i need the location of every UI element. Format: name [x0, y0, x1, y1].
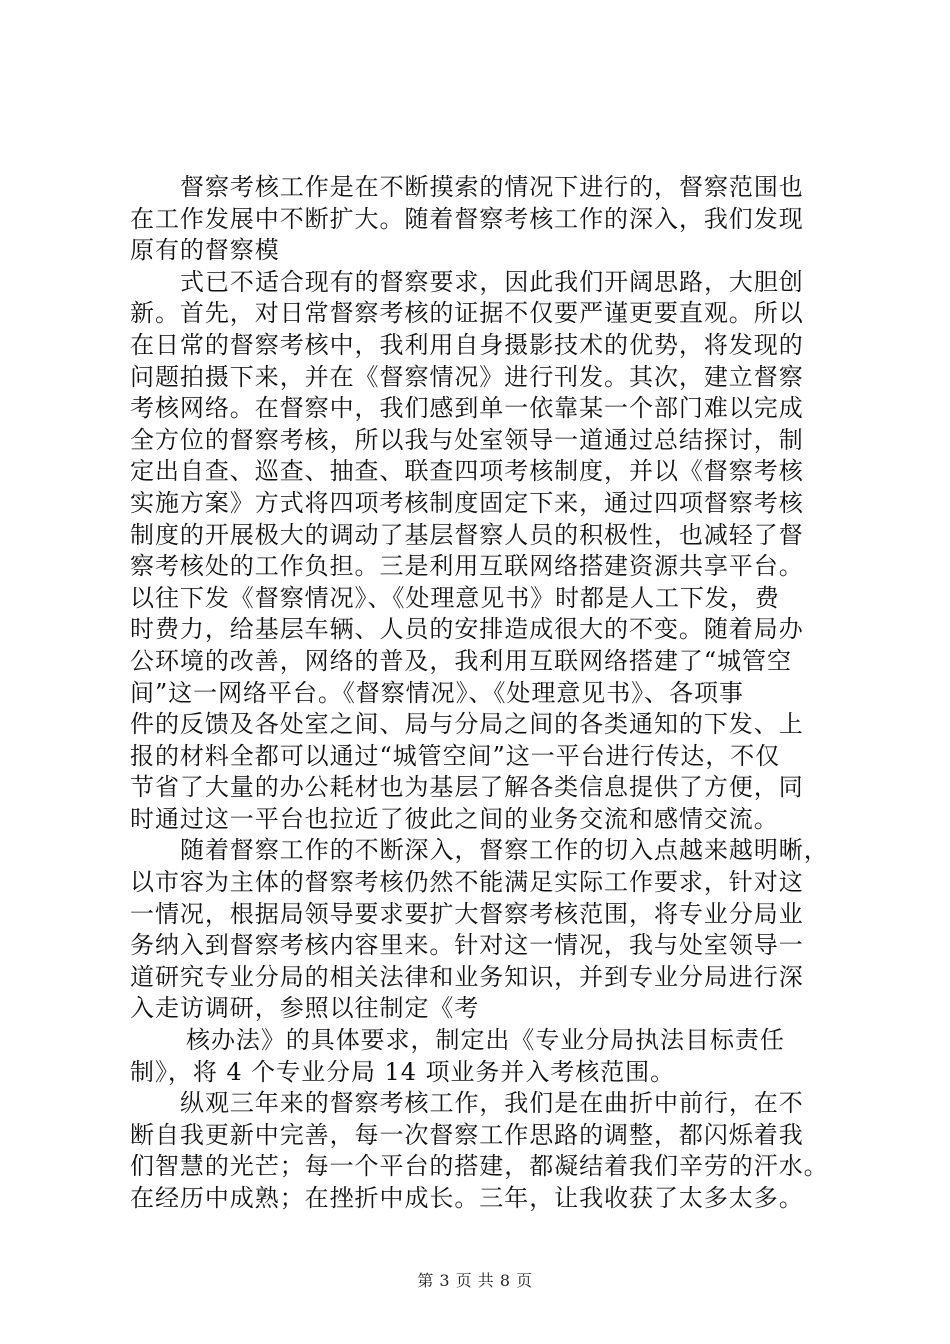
- paragraph-line: 定出自查、巡查、抽查、联查四项考核制度，并以《督察考核: [130, 457, 804, 486]
- paragraph-line: 道研究专业分局的相关法律和业务知识，并到专业分局进行深: [130, 962, 804, 991]
- paragraph-line: 在工作发展中不断扩大。随着督察考核工作的深入，我们发现: [130, 204, 804, 233]
- paragraph-line: 公环境的改善，网络的普及，我利用互联网络搭建了“城管空: [130, 646, 792, 675]
- paragraph-line: 考核网络。在督察中，我们感到单一依靠某一个部门难以完成: [130, 394, 804, 423]
- paragraph-line: 时通过这一平台也拉近了彼此之间的业务交流和感情交流。: [130, 804, 779, 833]
- paragraph-line: 以市容为主体的督察考核仍然不能满足实际工作要求，针对这: [130, 868, 804, 897]
- paragraph-line: 新。首先，对日常督察考核的证据不仅要严谨更要直观。所以: [130, 299, 804, 328]
- paragraph-line: 件的反馈及各处室之间、局与分局之间的各类通知的下发、上: [130, 710, 804, 739]
- paragraph-line: 核办法》的具体要求，制定出《专业分局执法目标责任: [186, 1026, 785, 1055]
- paragraph-line: 实施方案》方式将四项考核制度固定下来，通过四项督察考核: [130, 488, 804, 517]
- paragraph-line: 在日常的督察考核中，我利用自身摄影技术的优势，将发现的: [130, 330, 804, 359]
- body-text: [130, 172, 830, 1215]
- paragraph-line: 报的材料全都可以通过“城管空间”这一平台进行传达，不仅: [130, 741, 781, 770]
- paragraph-line: 制》，将 4 个专业分局 14 项业务并入考核范围。: [130, 1057, 676, 1086]
- paragraph-line: 随着督察工作的不断深入，督察工作的切入点越来越明晰，: [180, 836, 829, 865]
- paragraph-line: 制度的开展极大的调动了基层督察人员的积极性，也减轻了督: [130, 520, 804, 549]
- paragraph-line: 察考核处的工作负担。三是利用互联网络搭建资源共享平台。: [130, 552, 804, 581]
- paragraph-line: 一情况，根据局领导要求要扩大督察考核范围，将专业分局业: [130, 899, 804, 928]
- paragraph-line: 原有的督察模: [130, 236, 280, 265]
- paragraph-line: 问题拍摄下来，并在《督察情况》进行刊发。其次，建立督察: [130, 362, 804, 391]
- paragraph-line: 们智慧的光芒；每一个平台的搭建，都凝结着我们辛劳的汗水。: [130, 1152, 829, 1181]
- paragraph-line: 入走访调研，参照以往制定《考: [130, 994, 480, 1023]
- page-number-footer: 第 3 页 共 8 页: [417, 1271, 533, 1290]
- paragraph-line: 务纳入到督察考核内容里来。针对这一情况，我与处室领导一: [130, 931, 804, 960]
- paragraph-line: 督察考核工作是在不断摸索的情况下进行的，督察范围也: [180, 173, 804, 201]
- paragraph-line: 断自我更新中完善，每一次督察工作思路的调整，都闪烁着我: [130, 1120, 804, 1149]
- paragraph-line: 式已不适合现有的督察要求，因此我们开阔思路，大胆创: [180, 267, 804, 296]
- paragraph-line: 节省了大量的办公耗材也为基层了解各类信息提供了方便，同: [130, 773, 804, 802]
- paragraph-line: 全方位的督察考核，所以我与处室领导一道通过总结探讨，制: [130, 425, 804, 454]
- paragraph-line: 在经历中成熟；在挫折中成长。三年，让我收获了太多太多。: [130, 1184, 804, 1212]
- paragraph-line: 纵观三年来的督察考核工作，我们是在曲折中前行，在不: [180, 1089, 804, 1118]
- paragraph-line: 以往下发《督察情况》、《处理意见书》时都是人工下发，费: [130, 583, 780, 612]
- paragraph-line: 间”这一网络平台。《督察情况》、《处理意见书》、各项事: [130, 678, 744, 707]
- paragraph-line: 时费力，给基层车辆、人员的安排造成很大的不变。随着局办: [130, 615, 804, 644]
